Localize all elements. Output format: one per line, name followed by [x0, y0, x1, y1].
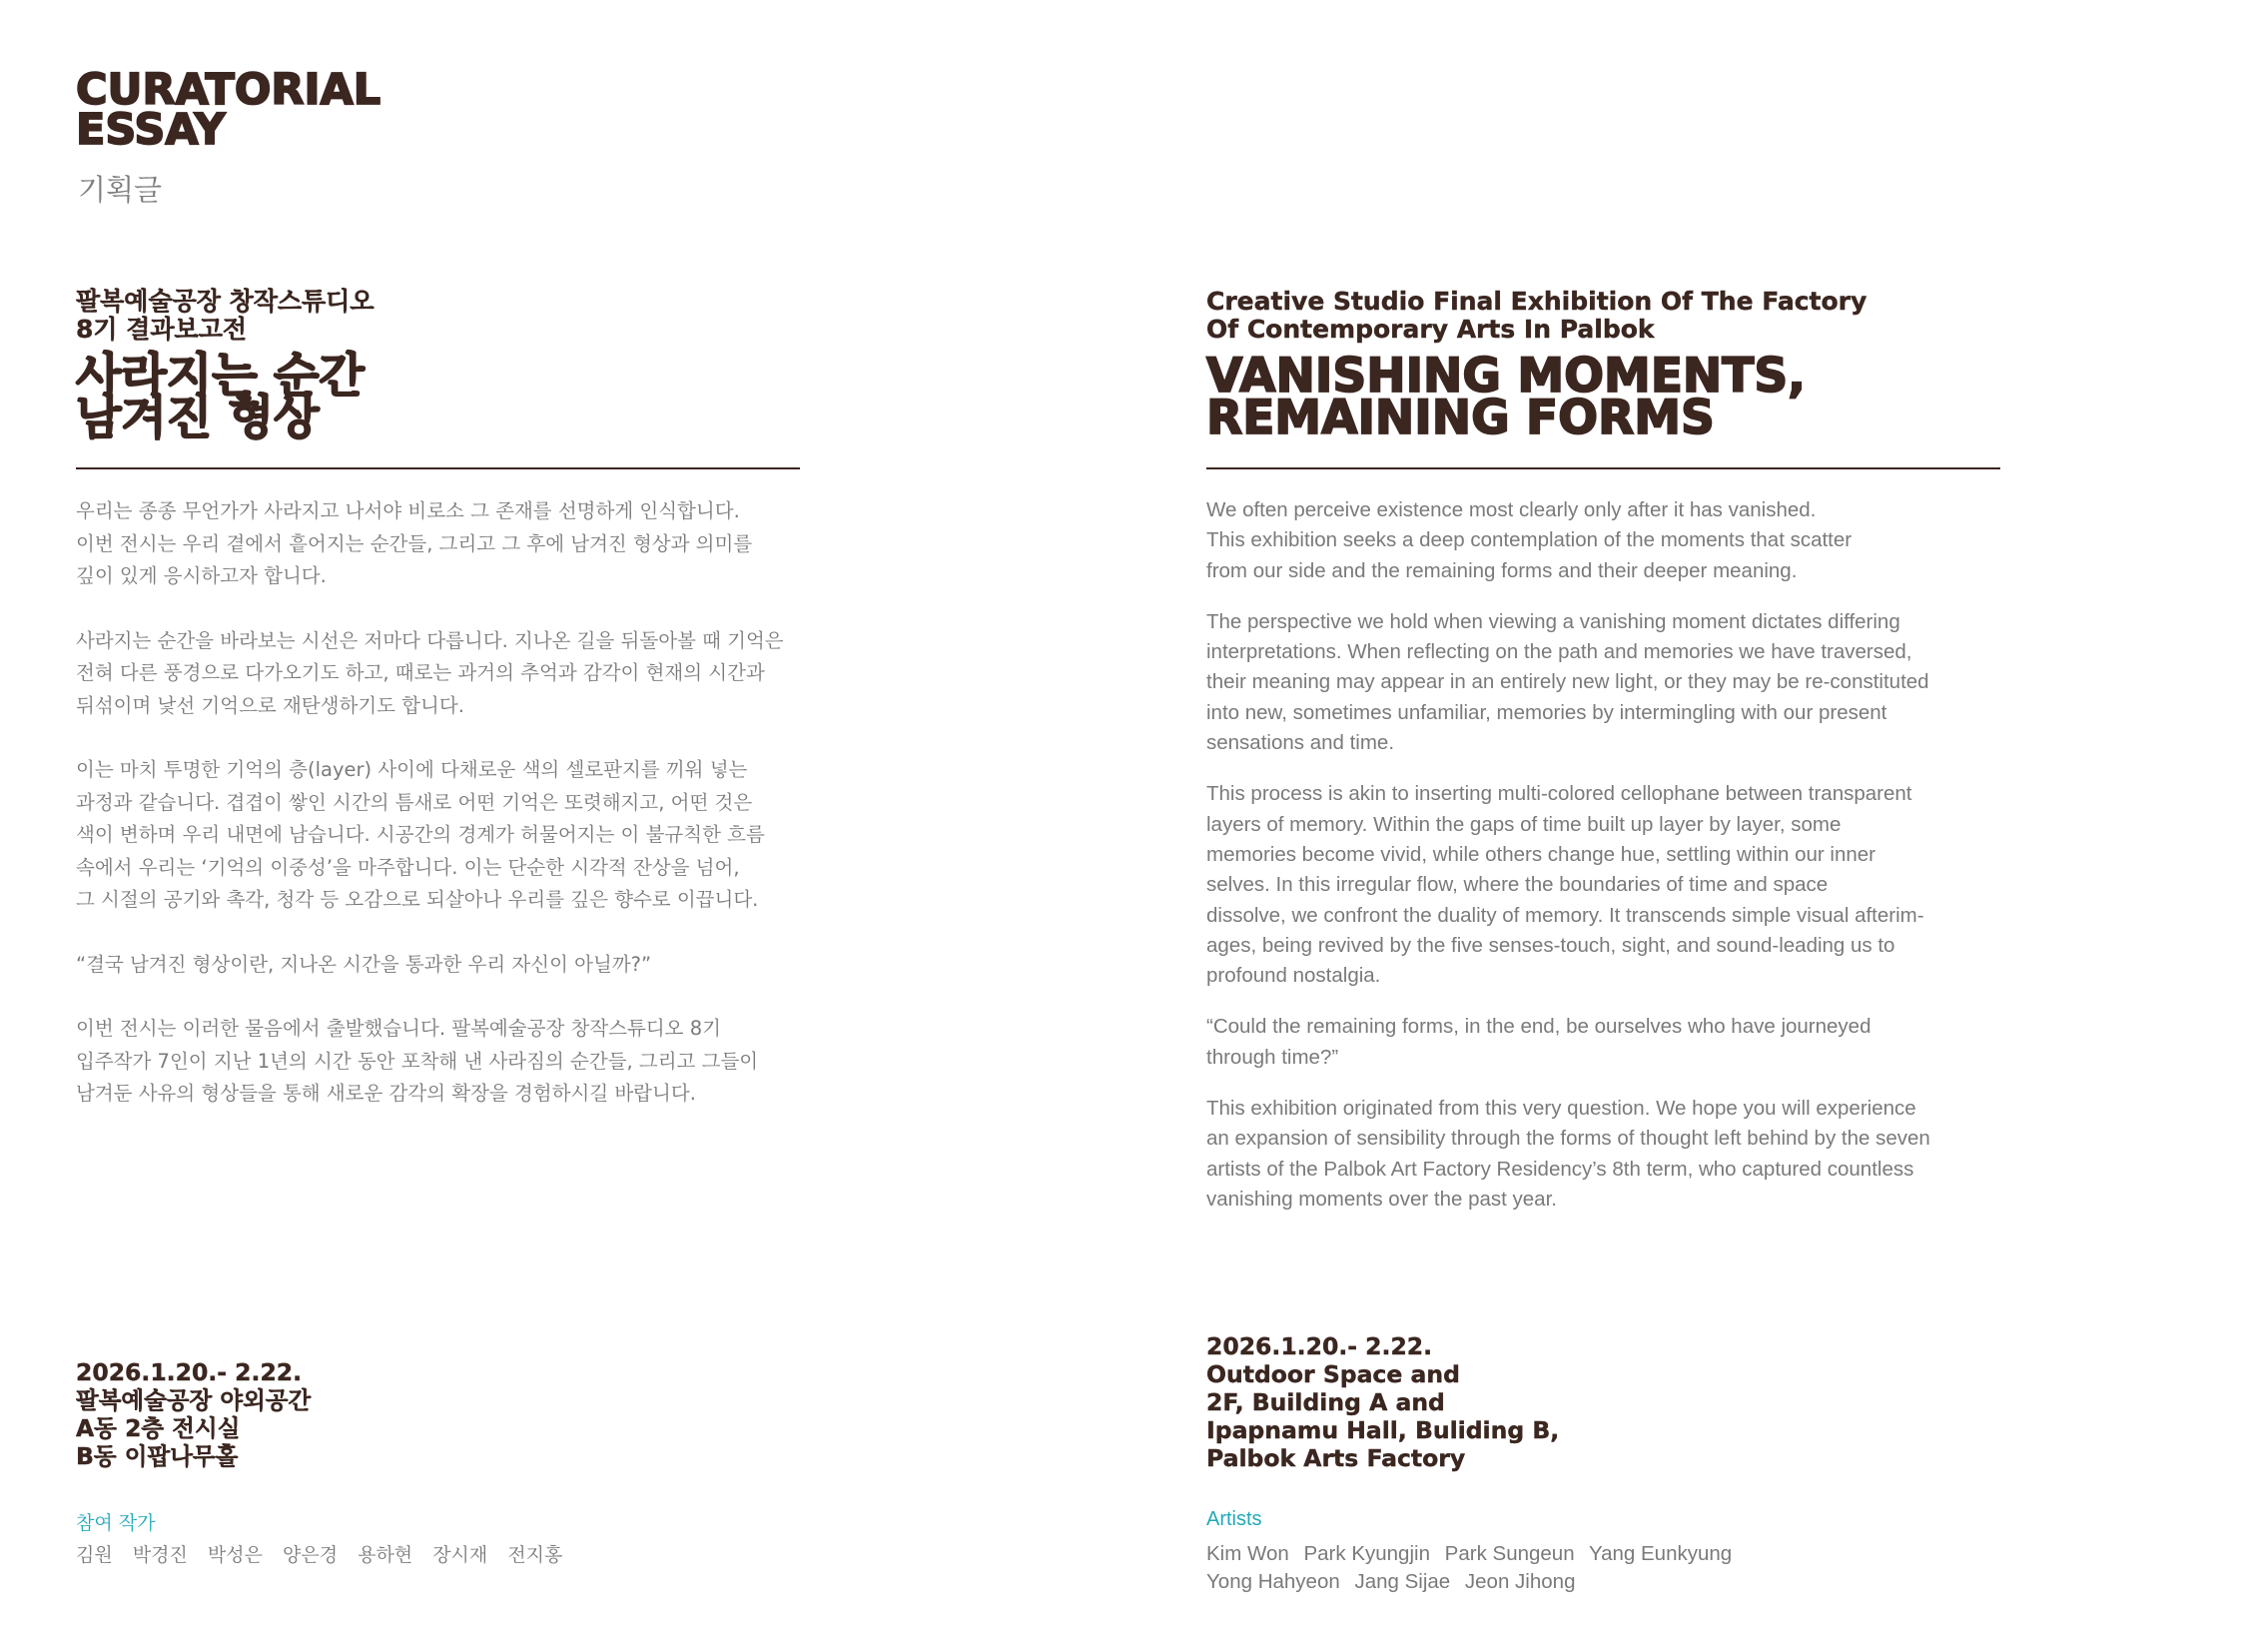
page-subtitle: 기획글 [78, 173, 163, 207]
korean-exhibition-info [76, 1358, 311, 1470]
artist-name: 용하현 [358, 1544, 413, 1566]
artist-name: Kim Won [1206, 1542, 1289, 1565]
text-line: 과정과 같습니다. 겹겹이 쌓인 시간의 틈새로 어떤 기억은 또렷해지고, 어떤 것은 [76, 790, 753, 814]
text-line: 이번 전시는 우리 곁에서 흩어지는 순간들, 그리고 그 후에 남겨진 형상과 의미를 [76, 531, 753, 555]
korean-eyebrow [76, 288, 800, 344]
english-exhibition-info [1206, 1332, 1559, 1472]
artist-name: Yong Hahyeon [1206, 1570, 1340, 1593]
paragraph [76, 754, 800, 917]
text-line: 속에서 우리는 ‘기억의 이중성’을 마주합니다. 이는 단순한 시각적 잔상을 넘어, [76, 855, 740, 879]
artist-name: 박성은 [207, 1544, 263, 1566]
text-line: 우리는 종종 무언가가 사라지고 나서야 비로소 그 존재를 선명하게 인식합니다. [76, 499, 740, 522]
text-line: memories become vivid, while others change hue, settling within our inner [1206, 842, 1876, 866]
text-line: 깊이 있게 응시하고자 합니다. [76, 564, 327, 587]
text-line: an expansion of sensibility through the forms of thought left behind by the seven [1206, 1127, 1930, 1151]
page-title [76, 65, 381, 155]
artist-name: Park Kyungjin [1303, 1542, 1430, 1565]
artist-name: 전지홍 [507, 1544, 563, 1566]
artist-row [1206, 1568, 1741, 1596]
text-line: layers of memory. Within the gaps of time built up layer by layer, some [1206, 812, 1842, 836]
text-line: 사라지는 순간을 바라보는 시선은 저마다 다릅니다. 지나온 길을 뒤돌아볼 때 기억은 [76, 628, 784, 652]
text-line: 입주작가 7인이 지난 1년의 시간 동안 포착해 낸 사라짐의 순간들, 그리고 그들이 [76, 1049, 759, 1073]
info-line: A동 2층 전시실 [76, 1414, 241, 1442]
info-line: B동 이팝나무홀 [76, 1442, 239, 1470]
text-line: sensations and time. [1206, 731, 1395, 755]
text-line: artists of the Palbok Art Factory Residency’s 8th term, who captured countless [1206, 1157, 1914, 1181]
text-line: ages, being revived by the five senses-touch, sight, and sound-leading us to [1206, 933, 1895, 957]
artist-name: Park Sungeun [1444, 1542, 1575, 1565]
eyebrow-line: Of Contemporary Arts In Palbok [1206, 315, 1655, 344]
artist-name: Yang Eunkyung [1588, 1542, 1733, 1565]
artist-name: Jang Sijae [1354, 1570, 1451, 1593]
text-line: selves. In this irregular flow, where the boundaries of time and space [1206, 873, 1829, 897]
text-line: 남겨둔 사유의 형상들을 통해 새로운 감각의 확장을 경험하시길 바랍니다. [76, 1082, 696, 1105]
text-line: vanishing moments over the past year. [1206, 1187, 1557, 1211]
text-line: into new, sometimes unfamiliar, memories by intermingling with our present [1206, 700, 1887, 724]
divider [76, 467, 800, 469]
korean-column [76, 288, 800, 1143]
divider [1206, 467, 2000, 469]
text-line: 이번 전시는 이러한 물음에서 출발했습니다. 팔복예술공장 창작스튜디오 8기 [76, 1017, 721, 1040]
artist-name: 박경진 [132, 1544, 188, 1566]
paragraph [76, 625, 800, 723]
paragraph [76, 1013, 800, 1111]
info-line: 2026.1.20.- 2.22. [1206, 1332, 1433, 1360]
title-line: CURATORIAL [76, 65, 381, 115]
english-body [1206, 495, 2000, 1215]
paragraph [1206, 779, 2000, 991]
artist-name: 장시재 [432, 1544, 488, 1566]
info-line: 2026.1.20.- 2.22. [76, 1358, 303, 1386]
info-line: Palbok Arts Factory [1206, 1444, 1466, 1472]
paragraph [76, 495, 800, 593]
artist-name: Jeon Jihong [1464, 1570, 1576, 1593]
text-line: their meaning may appear in an entirely new light, or they may be re-constituted [1206, 670, 1929, 694]
info-line: 2F, Building A and [1206, 1388, 1445, 1416]
korean-artists-list [76, 1540, 576, 1567]
text-line: from our side and the remaining forms and their deeper meaning. [1206, 558, 1798, 582]
info-line: 팔복예술공장 야외공간 [76, 1386, 312, 1414]
korean-title [76, 349, 800, 445]
korean-artists-label: 참여 작가 [76, 1512, 156, 1534]
title-line: VANISHING MOMENTS, [1206, 349, 1807, 404]
english-eyebrow [1206, 288, 2000, 344]
text-line: This exhibition seeks a deep contemplation of the moments that scatter [1206, 528, 1853, 552]
title-line: 사라지는 순간 [76, 349, 365, 404]
paragraph [1206, 495, 2000, 586]
artist-name: 김원 [76, 1544, 113, 1566]
text-line: The perspective we hold when viewing a vanishing moment dictates differing [1206, 609, 1900, 633]
text-line: 그 시절의 공기와 촉각, 청각 등 오감으로 되살아나 우리를 깊은 향수로 이끕니다. [76, 888, 759, 911]
text-line: “결국 남겨진 형상이란, 지나온 시간을 통과한 우리 자신이 아닐까?” [76, 952, 652, 976]
title-line: ESSAY [76, 105, 226, 155]
info-line: Ipapnamu Hall, Buliding B, [1206, 1416, 1560, 1444]
text-line: through time?” [1206, 1045, 1339, 1069]
eyebrow-line: 팔복예술공장 창작스튜디오 [76, 287, 374, 316]
text-line: This exhibition originated from this very question. We hope you will experience [1206, 1097, 1916, 1121]
english-title [1206, 349, 2000, 445]
text-line: 뒤섞이며 낯선 기억으로 재탄생하기도 합니다. [76, 693, 464, 717]
paragraph [1206, 1012, 2000, 1073]
english-column [1206, 288, 2000, 1236]
text-line: 이는 마치 투명한 기억의 층(layer) 사이에 다채로운 색의 셀로판지를 끼워 넣는 [76, 758, 748, 781]
title-line: REMAINING FORMS [1206, 391, 1715, 445]
text-line: 전혀 다른 풍경으로 다가오기도 하고, 때로는 과거의 추억과 감각이 현재의 시간과 [76, 661, 765, 684]
english-artists-list [1206, 1540, 1741, 1596]
artist-name: 양은경 [282, 1544, 339, 1566]
paragraph [1206, 1094, 2000, 1215]
text-line: This process is akin to inserting multi-colored cellophane between transparent [1206, 782, 1912, 806]
english-artists-label: Artists [1206, 1508, 1262, 1530]
text-line: interpretations. When reflecting on the path and memories we have traversed, [1206, 640, 1912, 664]
text-line: profound nostalgia. [1206, 964, 1381, 988]
artist-row [1206, 1540, 1741, 1568]
korean-body [76, 495, 800, 1111]
title-line: 남겨진 형상 [76, 391, 320, 445]
paragraph [1206, 607, 2000, 758]
eyebrow-line: Creative Studio Final Exhibition Of The Factory [1206, 287, 1868, 316]
text-line: 색이 변하며 우리 내면에 남습니다. 시공간의 경계가 허물어지는 이 불규칙한 흐름 [76, 823, 765, 846]
paragraph [76, 949, 800, 982]
text-line: “Could the remaining forms, in the end, be ourselves who have journeyed [1206, 1015, 1871, 1039]
info-line: Outdoor Space and [1206, 1360, 1460, 1388]
text-line: We often perceive existence most clearly only after it has vanished. [1206, 498, 1817, 521]
text-line: dissolve, we confront the duality of memory. It transcends simple visual afterim- [1206, 903, 1924, 927]
eyebrow-line: 8기 결과보고전 [76, 315, 247, 344]
